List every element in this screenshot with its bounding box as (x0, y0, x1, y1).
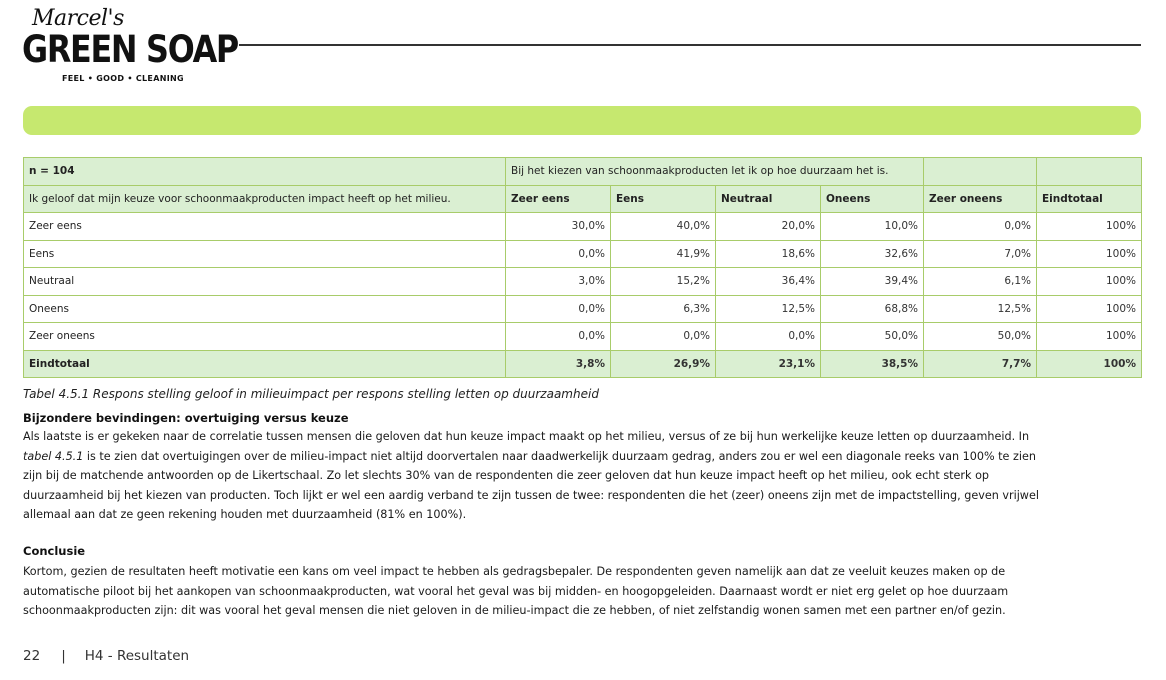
total-cell: 23,1% (716, 350, 821, 378)
logo-main-text: GREEN SOAP (22, 28, 238, 71)
paragraph-line (23, 447, 1148, 467)
paragraph-line: schoonmaakproducten zijn: dit was vooral het geval mensen die niet geloven in de milieu-impact die ze hebben, of niet zelfstandig wonen samen met een partner en/of gezin. (23, 604, 1006, 618)
table-cell: 10,0% (821, 213, 924, 241)
page-footer (23, 648, 189, 664)
section-paragraph (23, 427, 1148, 525)
table-cell: 100% (1037, 295, 1142, 323)
table-cell: 18,6% (716, 240, 821, 268)
table-cell: 15,2% (611, 268, 716, 296)
paragraph-line: allemaal aan dat ze geen rekening houden met duurzaamheid (81% en 100%). (23, 508, 467, 522)
table-cell: 50,0% (821, 323, 924, 351)
row-label: Oneens (24, 295, 506, 323)
logo-script-text: Marcel's (32, 6, 124, 31)
table-cell: 12,5% (924, 295, 1037, 323)
table-cell: 39,4% (821, 268, 924, 296)
table-row (24, 323, 1142, 351)
header-divider (239, 44, 1141, 46)
table-cell: 100% (1037, 268, 1142, 296)
page-number: 22 (23, 648, 41, 664)
table-cell: 20,0% (716, 213, 821, 241)
paragraph-line: automatische piloot bij het aankopen van schoonmaakproducten, wat vooral het geval was bij midden- en hoogopgeleiden. Daarnaast wordt er niet erg gelet op hoe duurzaam (23, 584, 1009, 598)
column-header: Zeer oneens (924, 185, 1037, 213)
table-cell: 36,4% (716, 268, 821, 296)
footer-separator: | (61, 648, 66, 664)
row-label: Zeer eens (24, 213, 506, 241)
total-cell: 100% (1037, 350, 1142, 378)
column-header: Zeer eens (506, 185, 611, 213)
paragraph-line-text: is te zien dat overtuigingen over de milieu-impact niet altijd doorvertalen naar daadwerkelijk duurzaam gedrag, anders zou er wel een diagonale reeks van 100% te zien (86, 449, 1036, 463)
chapter-title: H4 - Resultaten (84, 648, 190, 664)
section-heading: Bijzondere bevindingen: overtuiging versus keuze (23, 411, 349, 425)
table-header-row-2 (24, 185, 1142, 213)
table-cell: 6,1% (924, 268, 1037, 296)
row-label: Neutraal (24, 268, 506, 296)
table-cell: 100% (1037, 240, 1142, 268)
brand-logo (22, 6, 238, 88)
table-cell: 50,0% (924, 323, 1037, 351)
table-cell: 0,0% (716, 323, 821, 351)
total-cell: 3,8% (506, 350, 611, 378)
total-cell: 38,5% (821, 350, 924, 378)
section-paragraph (23, 562, 1148, 621)
crosstab-table (23, 157, 1142, 378)
table-cell: 100% (1037, 213, 1142, 241)
table-cell: 3,0% (506, 268, 611, 296)
empty-header-cell (924, 158, 1037, 186)
table-cell: 0,0% (611, 323, 716, 351)
table-cell: 0,0% (506, 240, 611, 268)
column-header: Neutraal (716, 185, 821, 213)
table-row (24, 213, 1142, 241)
paragraph-line: Kortom, gezien de resultaten heeft motivatie een kans om veel impact te hebben als gedragsbepaler. De respondenten geven namelijk aan dat ze veeluit keuzes maken op de (23, 565, 1006, 578)
table-cell: 12,5% (716, 295, 821, 323)
table-row (24, 295, 1142, 323)
table-row (24, 240, 1142, 268)
table-cell: 30,0% (506, 213, 611, 241)
row-label: Zeer oneens (24, 323, 506, 351)
table-cell: 0,0% (506, 295, 611, 323)
table-header-row-1 (24, 158, 1142, 186)
row-label: Eens (24, 240, 506, 268)
table-cell: 0,0% (924, 213, 1037, 241)
section-heading: Conclusie (23, 544, 86, 558)
table-cell: 7,0% (924, 240, 1037, 268)
table-total-row (24, 350, 1142, 378)
table-cell: 40,0% (611, 213, 716, 241)
column-question: Bij het kiezen van schoonmaakproducten let ik op hoe duurzaam het is. (506, 158, 924, 186)
row-question: Ik geloof dat mijn keuze voor schoonmaakproducten impact heeft op het milieu. (24, 185, 506, 213)
table-cell: 100% (1037, 323, 1142, 351)
total-cell: 26,9% (611, 350, 716, 378)
paragraph-line: zijn bij de matchende antwoorden op de Likertschaal. Zo let slechts 30% van de respondenten die zeer geloven dat hun keuze impact heeft op het milieu, ook echt sterk op (23, 469, 990, 483)
table-cell: 41,9% (611, 240, 716, 268)
table-caption: Tabel 4.5.1 Respons stelling geloof in milieuimpact per respons stelling letten op duurzaamheid (23, 387, 599, 401)
table-row (24, 268, 1142, 296)
empty-header-cell (1037, 158, 1142, 186)
column-header: Eens (611, 185, 716, 213)
column-header: Eindtotaal (1037, 185, 1142, 213)
section-banner (23, 106, 1141, 135)
table-cell: 68,8% (821, 295, 924, 323)
paragraph-line: duurzaamheid bij het kiezen van producten. Toch lijkt er wel een aardig verband te zijn tussen de twee: respondenten die het (zeer) oneens zijn met de impactstelling, geven vrijwel (23, 488, 1039, 502)
table-cell: 32,6% (821, 240, 924, 268)
table-reference: tabel 4.5.1 (23, 449, 84, 463)
table-cell: 6,3% (611, 295, 716, 323)
total-cell: 7,7% (924, 350, 1037, 378)
logo-tagline: FEEL • GOOD • CLEANING (62, 74, 184, 83)
column-header: Oneens (821, 185, 924, 213)
table-cell: 0,0% (506, 323, 611, 351)
total-label: Eindtotaal (24, 350, 506, 378)
paragraph-line: Als laatste is er gekeken naar de correlatie tussen mensen die geloven dat hun keuze impact maakt op het milieu, versus of ze bij hun werkelijke keuze letten op duurzaamheid. In (23, 430, 1030, 443)
sample-size-label: n = 104 (24, 158, 506, 186)
